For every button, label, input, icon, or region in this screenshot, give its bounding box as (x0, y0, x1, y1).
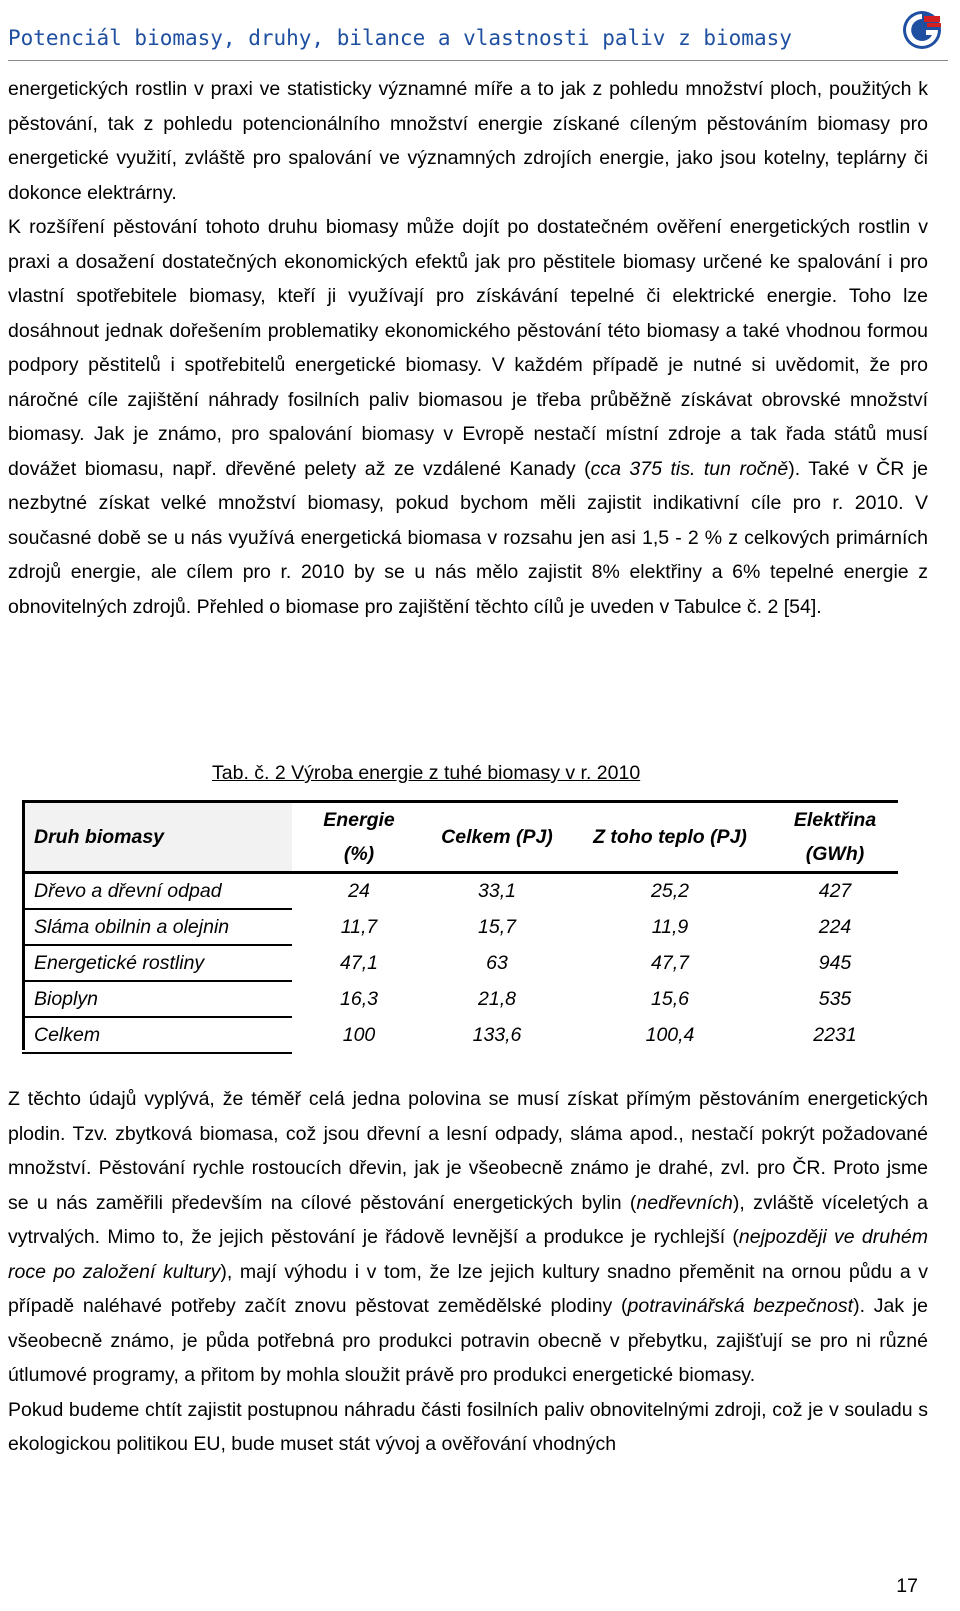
text-run: nedřevních (636, 1191, 733, 1214)
header-cell-celkem (426, 802, 568, 873)
table-row (22, 909, 898, 945)
table-cell: 427 (818, 880, 852, 902)
body-text-bottom (8, 1082, 928, 1462)
table-cell: 63 (486, 951, 508, 974)
page-number: 17 (896, 1575, 918, 1597)
table-header-row (22, 802, 898, 873)
text-run: K rozšíření pěstování tohoto druhu biomasy může dojít po dostatečném ověření energetických rostlin v praxi a dosažení dostatečných ekonomických efektů jak pro pěstitele biomasy určené ke spalování i pro vlastní spotřebitele biomasy, kteří ji využívají pro získávání tepelné či elektrické energie. Toho lze dosáhnout jednak dořešením problematiky ekonomického pěstování této biomasy a také vhodnou formou podpory pěstitelů i spotřebitelů energetické biomasy. V každém případě je nutné si uvědomit, že pro náročné cíle zajištění náhrady fosilních paliv biomasou je třeba průběžně získávat obrovské množství biomasy. Jak je známo, pro spalování biomasy v Evropě nestačí místní zdroje a tak řada států musí dovážet biomasu, např. dřevěné pelety až ze vzdálené Kanady ( (8, 216, 928, 480)
header-cell-energie (292, 802, 426, 873)
paragraph (8, 1082, 928, 1393)
text-run: cca 375 tis. tun ročně (590, 457, 789, 480)
table-cell: 16,3 (340, 987, 378, 1010)
page-header (8, 22, 948, 66)
table-row (22, 945, 898, 981)
table-cell: 11,7 (340, 915, 378, 938)
table-cell: 224 (818, 915, 852, 938)
header-rule (8, 60, 948, 61)
table-cell: Sláma obilnin a olejnin (22, 909, 292, 945)
text-run: nejpozději ve druhém roce po založení kultury (8, 1226, 928, 1283)
table-row (22, 1017, 898, 1053)
paragraph (8, 210, 928, 624)
text-run: ). Také v ČR je nezbytné získat velké množství biomasy, pokud bychom měli zajistit indikativní cíle pro r. 2010. V současné době se u nás využívá energetická biomasa v rozsahu jen asi 1,5 - 2 % z celkových primárních zdrojů energie, ale cílem pro r. 2010 by se u nás mělo zajistit 8% elektřiny a 6% tepelné energie z obnovitelných zdrojů. Přehled o biomase pro zajištění těchto cílů je uveden v Tabulce č. 2 [54]. (8, 457, 929, 618)
table-cell: 21,8 (478, 987, 516, 1010)
table-caption: Tab. č. 2 Výroba energie z tuhé biomasy v r. 2010 (212, 762, 641, 784)
table-cell: 15,7 (478, 915, 516, 938)
body-text-top (8, 72, 928, 624)
table-cell: Dřevo a dřevní odpad (22, 873, 292, 910)
text-run: ). Jak je všeobecně známo, je půda potřebná pro produkci potravin obecně v přebytku, zajišťují se pro ni různé útlumové programy, a přitom by mohla sloužit právě pro produkci energetické biomasy. (8, 1295, 928, 1386)
paragraph (8, 1393, 928, 1462)
text-run: energetických rostlin v praxi ve statisticky významné míře a to jak z pohledu množství ploch, použitých k pěstování, tak z pohledu potencionálního množství energie získané cíleným pěstováním biomasy pro energetické využití, zvláště pro spalování ve významných zdrojích energie, jako jsou kotelny, teplárny či dokonce elektrárny. (8, 78, 928, 204)
table-cell: Celkem (22, 1017, 292, 1053)
header-cell-elektrina (772, 802, 898, 873)
table-cell: 47,1 (340, 951, 378, 974)
header-label: Elektřina (793, 809, 877, 831)
table-cell: 24 (348, 880, 370, 902)
institution-logo-icon (900, 8, 944, 52)
biomass-energy-table (22, 800, 898, 1054)
header-cell-druh (22, 802, 292, 873)
table-left-border (22, 800, 25, 1050)
text-run: Pokud budeme chtít zajistit postupnou náhradu části fosilních paliv obnovitelnými zdroji, což je v souladu s ekologickou politikou EU, bude muset stát vývoj a ověřování vhodných (8, 1398, 928, 1455)
header-label: Druh biomasy (34, 825, 165, 848)
text-run: Z těchto údajů vyplývá, že téměř celá jedna polovina se musí získat přímým pěstováním energetických plodin. Tzv. zbytková biomasa, což jsou dřevní a lesní odpady, sláma apod., nestačí pokrýt požadované množství. Pěstování rychle rostoucích dřevin, jak je všeobecně známo je drahé, zvl. pro ČR. Proto jsme se u nás zaměřili především na cílové pěstování energetických bylin ( (8, 1088, 928, 1214)
header-unit: (%) (343, 843, 375, 865)
paragraph (8, 72, 928, 210)
text-run: potravinářská bezpečnost (627, 1295, 854, 1317)
header-label: Z toho teplo (PJ) (593, 825, 747, 848)
running-title: Potenciál biomasy, druhy, bilance a vlastnosti paliv z biomasy (8, 26, 792, 50)
table-cell: 133,6 (472, 1023, 522, 1046)
table-cell: 100,4 (645, 1023, 695, 1046)
table-cell: 945 (818, 951, 852, 974)
header-label: Celkem (PJ) (441, 825, 553, 848)
table-cell: 2231 (813, 1023, 857, 1046)
table-cell: 100 (342, 1023, 376, 1046)
table-cell: 535 (818, 987, 852, 1010)
table-cell: 15,6 (651, 987, 689, 1010)
table-row (22, 873, 898, 910)
table-cell: 33,1 (478, 880, 516, 902)
header-unit: (GWh) (805, 843, 865, 865)
text-run: ), mají výhodu i v tom, že lze jejich kultury snadno přeměnit na ornou půdu a v případě naléhavé potřeby začít znovu pěstovat zemědělské plodiny ( (8, 1260, 929, 1317)
table-cell: Energetické rostliny (22, 945, 292, 981)
table-cell: 25,2 (651, 880, 689, 902)
table-cell: 47,7 (651, 951, 689, 974)
header-label: Energie (323, 809, 395, 831)
table-cell: Bioplyn (22, 981, 292, 1017)
table-row (22, 981, 898, 1017)
text-run: ), zvláště víceletých a vytrvalých. Mimo to, že jejich pěstování je řádově levnější a produkce je rychlejší ( (8, 1191, 929, 1248)
header-cell-teplo (568, 802, 772, 873)
table-cell: 11,9 (651, 915, 689, 938)
